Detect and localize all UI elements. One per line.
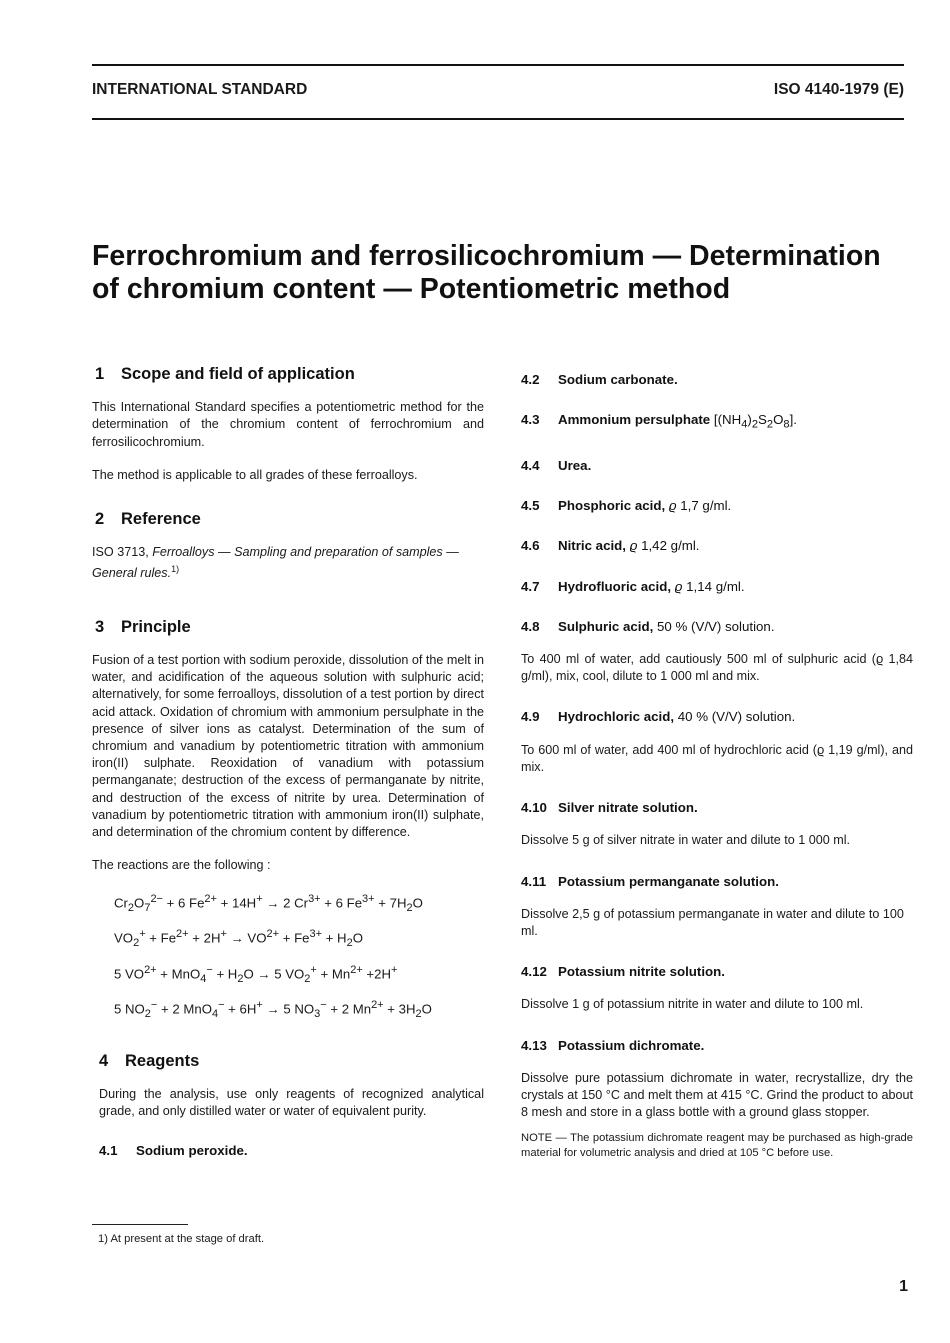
reagent-4-13-text: Dissolve pure potassium dichromate in water, recrystallize, dry the crystals at 150 °C and melt them at 415 °C. Grind the product to about 8 mesh and store in a glass bottle with a ground glass stopper. — [521, 1070, 913, 1120]
section-2-heading: 2 Reference — [95, 510, 201, 529]
header-right: ISO 4140-1979 (E) — [773, 81, 904, 98]
reagent-4-2: 4.2 Sodium carbonate. — [521, 372, 678, 387]
section-4-heading: 4 Reagents — [99, 1051, 200, 1070]
footnote-marker: 1) — [171, 564, 180, 575]
footnote-rule — [92, 1224, 188, 1225]
section-3-paragraph-1: Fusion of a test portion with sodium peroxide, dissolution of the melt in water, and acidification of the aqueous solution with sulphuric acid; alternatively, for some ferroalloys, dissolution of a test portion by direct acid attack. Oxidation of chromium with ammonium persulphate in the presence of silver ions as catalyst. Determination of the sum of chromium and vanadium by potentiometric titration with ammonium iron(II) sulphate. Reoxidation of vanadium with potassium permanganate; destruction of the excess of permanganate by nitrite, and destruction of the excess of nitrite by urea. Determination of vanadium by potentiometric titration with ammonium iron(II) sulphate, and determination of the chromium content by difference. — [92, 653, 485, 840]
page-number: 1 — [899, 1278, 908, 1295]
reagent-4-11: 4.11 Potassium permanganate solution. — [521, 873, 779, 889]
reaction-equations — [92, 890, 484, 1022]
reagent-4-8-text: To 400 ml of water, add cautiously 500 ml of sulphuric acid (ϱ 1,84 g/ml), mix, cool, dilute to 1 000 ml and mix. — [521, 652, 913, 684]
header-left: INTERNATIONAL STANDARD — [92, 81, 308, 98]
section-1-paragraph-1: This International Standard specifies a potentiometric method for the determination of the chromium content of ferrochromium and ferrosilicochromium. — [92, 400, 484, 449]
reagent-4-12: 4.12 Potassium nitrite solution. — [521, 964, 725, 980]
section-3-heading: 3 Principle — [95, 617, 191, 636]
title-line-2: of chromium content — Potentiometric method — [92, 273, 731, 305]
left-column — [92, 366, 484, 1159]
reagent-4-9-text: To 600 ml of water, add 400 ml of hydrochloric acid (ϱ 1,19 g/ml), and mix. — [521, 742, 913, 774]
header-top-rule — [92, 64, 904, 66]
reagent-4-12-text: Dissolve 1 g of potassium nitrite in water and dilute to 100 ml. — [521, 997, 864, 1012]
section-1-heading: 1 Scope and field of application — [95, 365, 355, 383]
reagent-4-1: 4.1 Sodium peroxide. — [99, 1143, 248, 1159]
section-1-paragraph-2: The method is applicable to all grades of these ferroalloys. — [92, 467, 418, 482]
reagent-4-10-text: Dissolve 5 g of silver nitrate in water and dilute to 1 000 ml. — [521, 833, 850, 848]
equation-2: $VO_2^+ + Fe^{2+} + 2H^+ \to VO^{2+} + Fe^{3+} + H_2O$ — [114, 928, 363, 950]
footnote: 1) At present at the stage of draft. — [98, 1233, 265, 1245]
reagent-4-13-note: NOTE — The potassium dichromate reagent may be purchased as high-grade material for volumetric analysis and dried at 105 °C before use. — [521, 1132, 913, 1160]
reagent-4-5: 4.5 Phosphoric acid, ϱ 1,7 g/ml. — [521, 498, 732, 514]
reagent-4-4: 4.4 Urea. — [521, 458, 592, 474]
reference-title: Ferroalloys — Sampling and preparation of samples — General rules. — [92, 545, 459, 581]
header-bottom-rule — [92, 118, 904, 120]
reagent-4-13: 4.13 Potassium dichromate. — [521, 1037, 705, 1053]
reagent-4-10: 4.10 Silver nitrate solution. — [521, 800, 698, 816]
equation-1: $Cr_2O_7^{2-} + 6$ $Fe^{2+} + 14H^+ \to 2$ $Cr^{3+} + 6$ $Fe^{3+} + 7H_2O$ — [114, 893, 423, 915]
section-2-reference: ISO 3713, Ferroalloys — Sampling and preparation of samples — General rules.$^{1)}$ — [92, 545, 459, 581]
reagent-4-9: 4.9 Hydrochloric acid, 40 % (V/V) solution. — [521, 709, 796, 725]
section-4-paragraph: During the analysis, use only reagents of recognized analytical grade, and only distilled water or water of equivalent purity. — [99, 1086, 484, 1118]
reagent-4-8: 4.8 Sulphuric acid, 50 % (V/V) solution. — [521, 618, 775, 634]
equation-4: 5 $NO_2^- + 2$ MnO$_4$− + 6H+ → 5 $NO_3^- + 2$ $Mn^{2+} + 3H_2O$ — [114, 998, 432, 1020]
reagent-4-11-text: Dissolve 2,5 g of potassium permanganate in water and dilute to 100 ml. — [521, 906, 904, 938]
reagent-4-6: 4.6 Nitric acid, ϱ 1,42 g/ml. — [521, 538, 700, 554]
page-title — [92, 240, 881, 306]
title-line-1: Ferrochromium and ferrosilicochromium — Determination — [92, 240, 881, 272]
right-column — [521, 371, 913, 1161]
reagent-4-7: 4.7 Hydrofluoric acid, ϱ 1,14 g/ml. — [521, 578, 745, 594]
reagent-4-3: 4.3 Ammonium persulphate $[(NH_4)_2S_2O_8]$. — [521, 412, 797, 431]
equation-3: 5 $VO^{2+} + MnO_4^- + H_2O \to 5$ $VO_2^+ + Mn^{2+} +2H^+$ — [114, 963, 398, 985]
section-3-paragraph-2: The reactions are the following : — [92, 858, 271, 873]
